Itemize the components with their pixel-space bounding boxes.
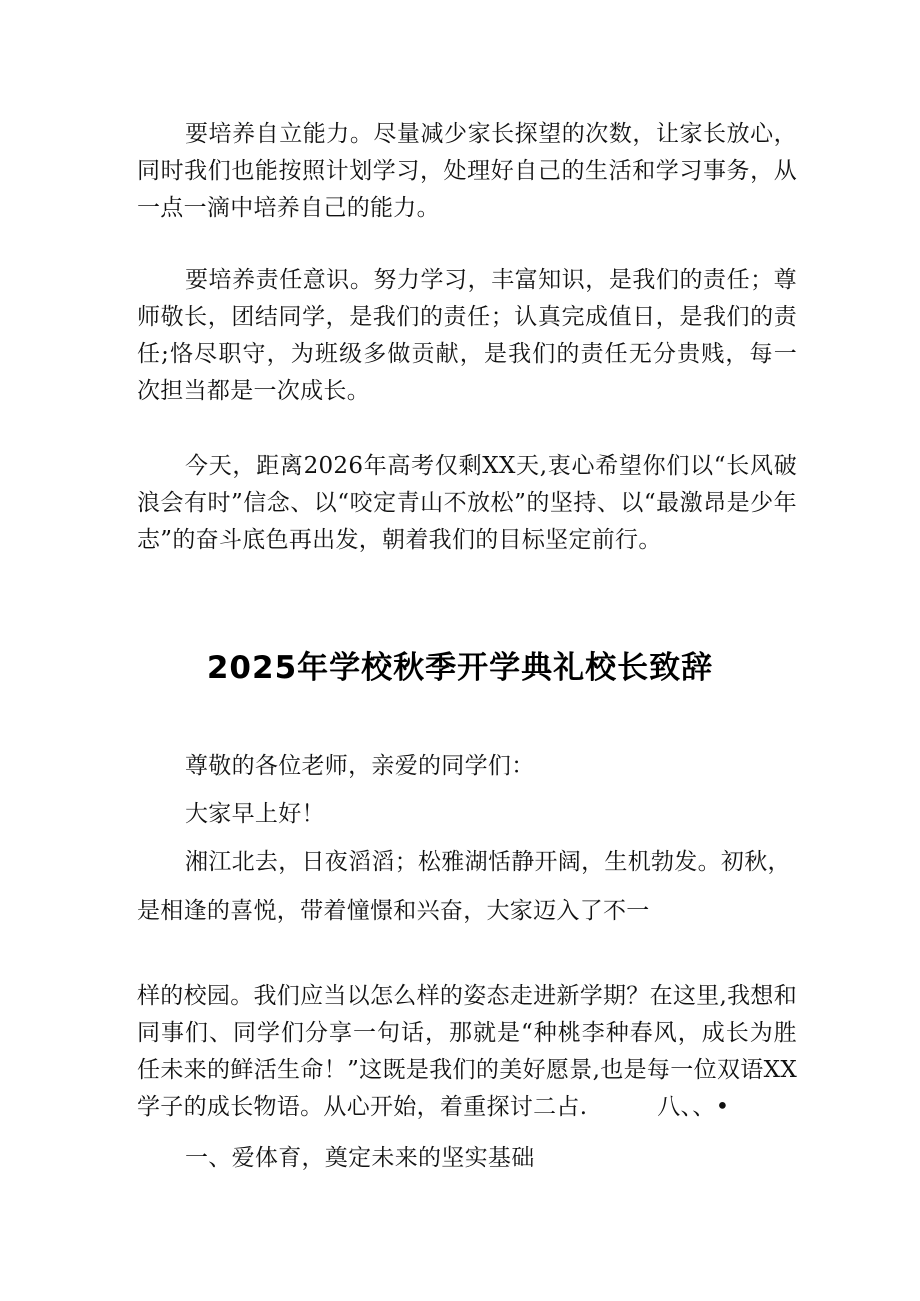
paragraph-today: 今天，距离2026年高考仅剩XX天,衷心希望你们以“长风破浪会有时”信念、以“咬定青山不放松”的坚持、以“最激昂是少年志”的奋斗底色再出发，朝着我们的目标坚定前行。 (137, 453, 797, 553)
paragraph-autumn-line-2: 是相逢的喜悦，带着憧憬和兴奋，大家迈入了不一 (137, 898, 650, 924)
paragraph-self-reliance: 要培养自立能力。尽量减少家长探望的次数，让家长放心，同时我们也能按照计划学习，处理好自己的生活和学习事务，从一点一滴中培养自己的能力。 (137, 121, 797, 221)
section-heading-sports: 一、爱体育，奠定未来的坚实基础 (185, 1145, 535, 1171)
paragraph-autumn-line-1: 湘江北去，日夜滔滔；松雅湖恬静开阔，生机勃发。初秋， (185, 849, 791, 875)
paragraph-responsibility: 要培养责任意识。努力学习，丰富知识，是我们的责任；尊师敬长，团结同学，是我们的责任；认真完成值日，是我们的责任;恪尽职守，为班级多做贡献，是我们的责任无分贵贱，每一次担当都是一次成长。 (137, 267, 797, 404)
paragraph-new-semester: 样的校园。我们应当以怎么样的姿态走进新学期？在这里,我想和同事们、同学们分享一句话，那就是“种桃李种春风，成长为胜任未来的鲜活生命！”这既是我们的美好愿景,也是每一位双语XX学子的成长物语。从心开始，着重探讨二占. 八、、• (137, 983, 798, 1120)
speech-title: 2025年学校秋季开学典礼校长致辞 (206, 650, 714, 686)
good-morning: 大家早上好！ (185, 801, 325, 827)
greeting: 尊敬的各位老师，亲爱的同学们： (185, 753, 535, 779)
